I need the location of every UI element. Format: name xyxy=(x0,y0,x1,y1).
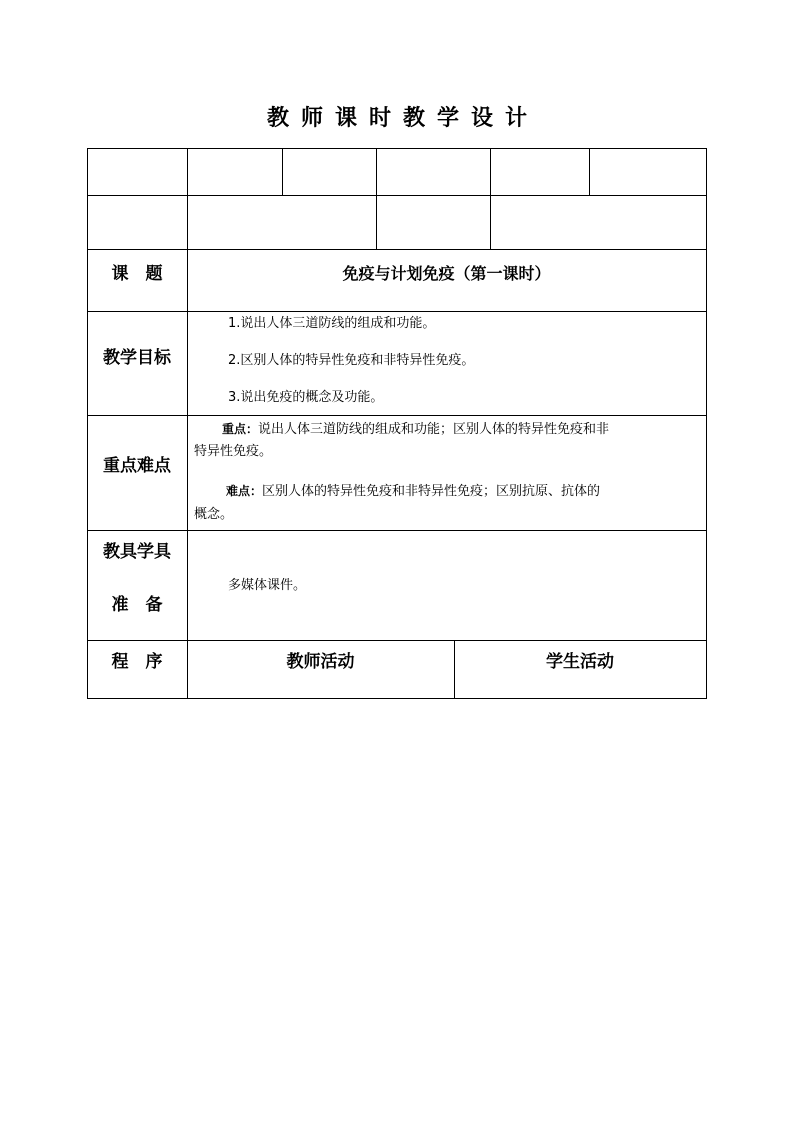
objective-item: 3.说出免疫的概念及功能。 xyxy=(228,390,384,405)
topic-label: 课 题 xyxy=(111,264,163,284)
objectives-label: 教学目标 xyxy=(103,348,171,368)
difficult-point-line1: 区别人体的特异性免疫和非特异性免疫；区别抗原、抗体的 xyxy=(262,484,601,499)
teacher-activity-header: 教师活动 xyxy=(286,652,355,672)
procedure-label: 程 序 xyxy=(111,652,163,672)
table-border-left xyxy=(87,148,88,699)
tools-value: 多媒体课件。 xyxy=(228,578,307,593)
key-point-line1: 说出人体三道防线的组成和功能；区别人体的特异性免疫和非 xyxy=(258,422,610,437)
table-border-right xyxy=(706,148,707,699)
difficult-point-text xyxy=(194,480,704,503)
topic-value: 免疫与计划免疫（第一课时） xyxy=(342,264,551,283)
row-divider xyxy=(87,640,707,641)
row-divider xyxy=(87,415,707,416)
key-point-line2: 特异性免疫。 xyxy=(194,444,273,459)
row-divider xyxy=(87,311,707,312)
cell-divider xyxy=(490,148,491,249)
label-column-divider xyxy=(187,148,188,699)
row-divider xyxy=(87,249,707,250)
objective-item: 2.区别人体的特异性免疫和非特异性免疫。 xyxy=(228,353,475,368)
student-activity-header: 学生活动 xyxy=(546,652,614,672)
cell-divider xyxy=(376,148,377,249)
tools-label: 教具学具 xyxy=(103,542,171,562)
tools-label-line2: 准 备 xyxy=(111,595,163,615)
cell-divider xyxy=(589,148,590,195)
row-divider xyxy=(87,530,707,531)
table-border-bottom xyxy=(87,698,707,699)
keypoints-label: 重点难点 xyxy=(103,456,171,476)
key-point-text xyxy=(194,418,704,441)
page-title: 教师课时教学设计 xyxy=(266,105,539,131)
key-point-label: 重点： xyxy=(222,422,259,436)
difficult-point-label: 难点： xyxy=(226,484,263,498)
table-border-top xyxy=(87,148,707,149)
objective-item: 1.说出人体三道防线的组成和功能。 xyxy=(228,316,436,331)
row-divider xyxy=(87,195,707,196)
difficult-point-line2: 概念。 xyxy=(194,507,234,522)
cell-divider xyxy=(282,148,283,195)
